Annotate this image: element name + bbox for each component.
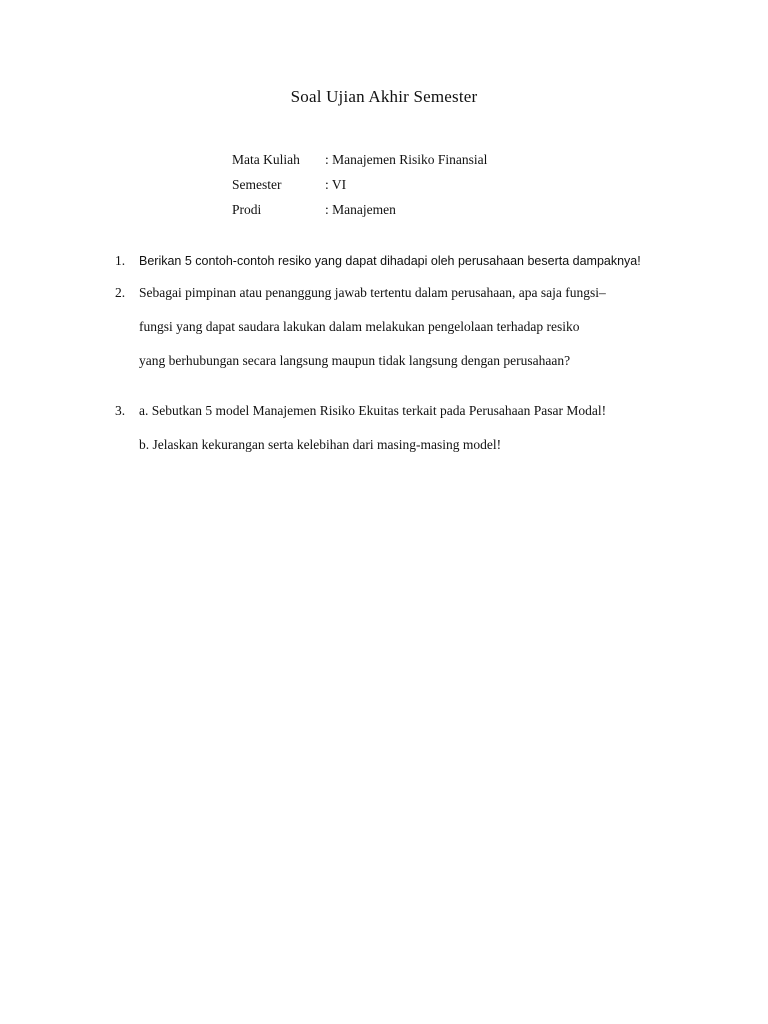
question-text-line: yang berhubungan secara langsung maupun tidak langsung dengan perusahaan? xyxy=(139,353,571,368)
question-text-line: a. Sebutkan 5 model Manajemen Risiko Ekuitas terkait pada Perusahaan Pasar Modal! xyxy=(139,403,607,418)
course-info-row-semester xyxy=(232,176,487,201)
question-number: 1. xyxy=(115,253,126,268)
course-info-label: Mata Kuliah xyxy=(232,152,300,167)
course-info-row-program xyxy=(232,201,487,226)
page-title: Soal Ujian Akhir Semester xyxy=(290,87,478,106)
question-number: 2. xyxy=(115,285,126,300)
course-info-value: : Manajemen Risiko Finansial xyxy=(325,152,488,167)
course-info xyxy=(232,151,487,226)
question-text-line: Berikan 5 contoh-contoh resiko yang dapat dihadapi oleh perusahaan beserta dampaknya! xyxy=(139,254,641,268)
course-info-label: Prodi xyxy=(232,202,262,217)
question-number: 3. xyxy=(115,403,126,418)
question-text-line: b. Jelaskan kekurangan serta kelebihan dari masing-masing model! xyxy=(139,437,502,452)
course-info-value: : VI xyxy=(325,177,347,192)
question-text-line: Sebagai pimpinan atau penanggung jawab tertentu dalam perusahaan, apa saja fungsi– xyxy=(139,285,606,300)
course-info-row-subject xyxy=(232,151,487,176)
question-text-line: fungsi yang dapat saudara lakukan dalam melakukan pengelolaan terhadap resiko xyxy=(139,319,580,334)
course-info-value: : Manajemen xyxy=(325,202,396,217)
course-info-label: Semester xyxy=(232,177,282,192)
